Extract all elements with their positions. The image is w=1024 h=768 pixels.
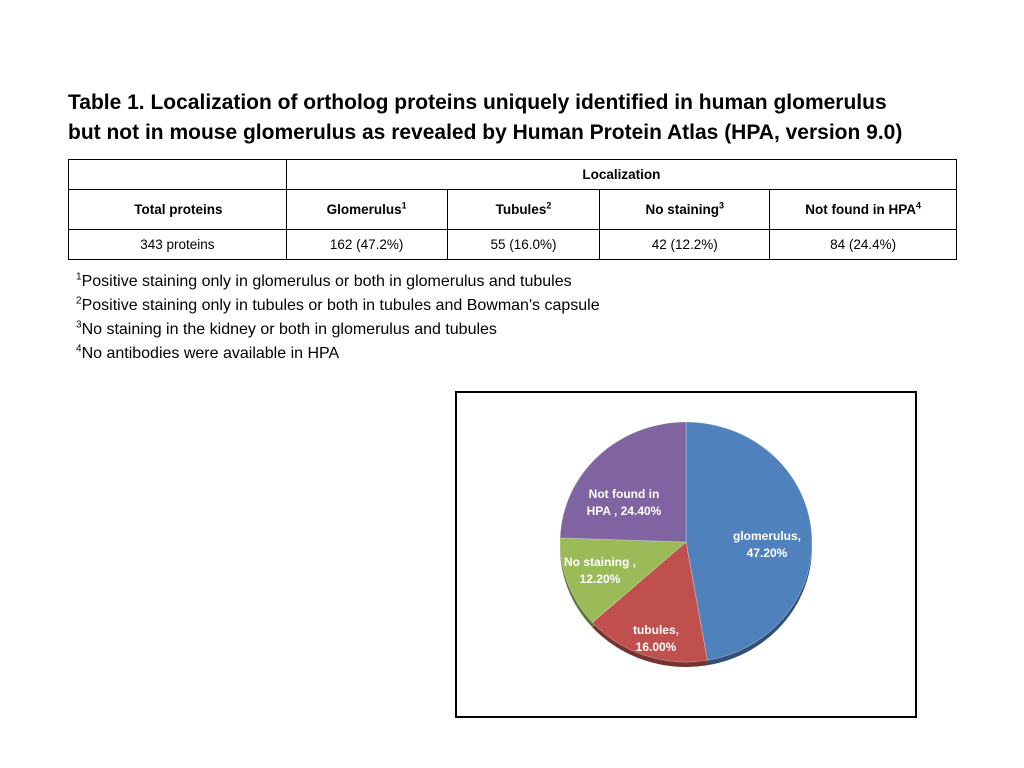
pie-label-no-staining: No staining , 12.20% [564, 555, 636, 586]
glomerulus-cell: 162 (47.2%) [286, 230, 447, 260]
tubules-cell: 55 (16.0%) [447, 230, 600, 260]
footnote-2: $^2$Positive staining only in tubules or both in tubules and Bowman's capsule [76, 295, 600, 314]
not-found-cell: 84 (24.4%) [770, 230, 957, 260]
pie-chart [457, 393, 915, 716]
pie-slice-not-found-in-hpa [560, 422, 686, 542]
total-proteins-cell: 343 proteins [69, 230, 287, 260]
table-row [69, 230, 957, 260]
title-line-2: but not in mouse glomerulus as revealed by Human Protein Atlas (HPA, version 9.0) [68, 121, 903, 144]
no-staining-cell: 42 (12.2%) [600, 230, 770, 260]
footnote-4: $^4$No antibodies were available in HPA [76, 343, 340, 362]
footnote-3: $^3$No staining in the kidney or both in glomerulus and tubules [76, 319, 497, 338]
column-header-glomerulus: Glomerulus$^1$ [286, 190, 447, 230]
table-column-header-row [69, 190, 957, 230]
column-header-not-found: Not found in HPA$^4$ [770, 190, 957, 230]
total-proteins-header: Total proteins [69, 190, 287, 230]
pie-label-tubules: tubules, 16.00% [632, 623, 680, 654]
pie-chart-frame [455, 391, 917, 718]
pie-label-not-found-in-hpa: Not found in HPA , 24.40% [586, 487, 662, 518]
footnotes [76, 270, 600, 366]
table-group-header-row [69, 160, 957, 190]
pie-label-glomerulus: glomerulus, 47.20% [732, 529, 802, 560]
localization-table [68, 159, 957, 260]
empty-header-cell [69, 160, 287, 190]
localization-header: Localization [286, 160, 956, 190]
column-header-tubules: Tubules$^2$ [447, 190, 600, 230]
footnote-1: $^1$Positive staining only in glomerulus or both in glomerulus and tubules [76, 271, 572, 290]
table-title [68, 88, 968, 148]
column-header-no-staining: No staining$^3$ [600, 190, 770, 230]
title-line-1: Table 1. Localization of ortholog proteins uniquely identified in human glomerulus [68, 91, 887, 114]
